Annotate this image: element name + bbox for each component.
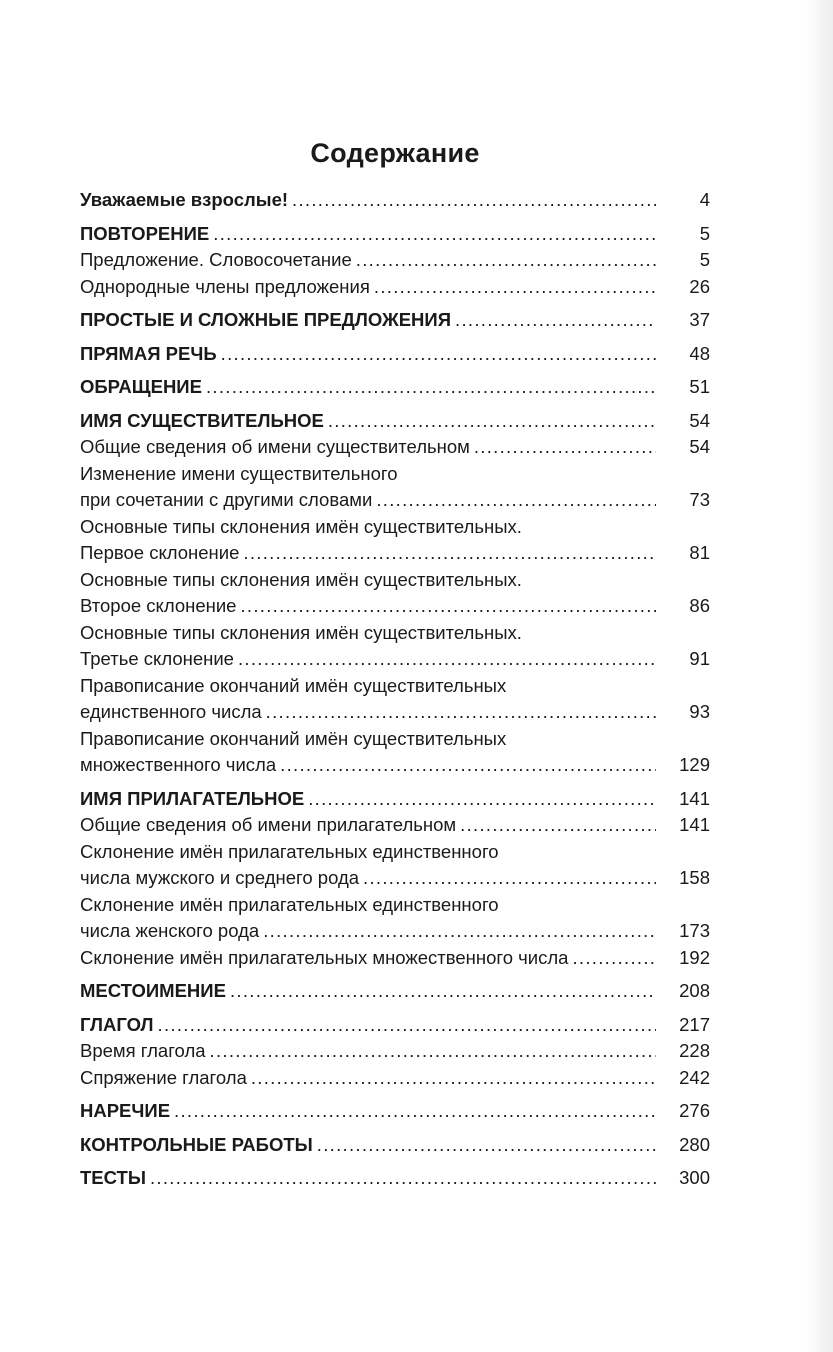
toc-entry-label: Предложение. Словосочетание — [80, 249, 352, 270]
dot-leader — [292, 187, 656, 214]
toc-entry-label: Первое склонение — [80, 542, 240, 563]
table-of-contents — [80, 187, 710, 1192]
toc-section-heading[interactable] — [80, 1165, 710, 1192]
toc-entry-label: числа мужского и среднего рода — [80, 867, 360, 888]
toc-page-number: 51 — [689, 376, 710, 397]
toc-page-number: 48 — [689, 342, 710, 364]
toc-entry-title-line: Основные типы склонения имён существительных. — [80, 621, 522, 643]
dot-leader — [308, 786, 656, 813]
toc-page-number: 192 — [679, 946, 710, 968]
toc-page-number: 276 — [679, 1100, 710, 1121]
toc-entry[interactable] — [80, 247, 710, 274]
toc-entry-row — [80, 1065, 710, 1092]
toc-section-heading[interactable] — [80, 1012, 710, 1039]
toc-entry-row — [80, 274, 710, 301]
toc-entry-row — [80, 1012, 710, 1039]
toc-section-heading[interactable] — [80, 1098, 710, 1125]
toc-entry[interactable] — [80, 620, 710, 673]
toc-entry-label: Уважаемые взрослые! — [80, 189, 289, 210]
dot-leader — [158, 1012, 656, 1039]
dot-leader — [356, 247, 656, 274]
toc-page-number: 4 — [699, 189, 710, 210]
toc-entry-title-line: Основные типы склонения имён существительных. — [80, 568, 522, 590]
toc-section-heading[interactable] — [80, 1132, 710, 1159]
toc-entry-label: ИМЯ СУЩЕСТВИТЕЛЬНОЕ — [80, 409, 324, 431]
toc-page-number: 300 — [679, 1167, 710, 1188]
dot-leader — [251, 1065, 656, 1092]
dot-leader — [455, 307, 656, 334]
toc-entry-label: Время глагола — [80, 1040, 206, 1061]
toc-page-number: 93 — [689, 701, 710, 722]
toc-entry-row — [80, 487, 710, 514]
dot-leader — [263, 918, 656, 945]
toc-entry-row — [80, 187, 710, 214]
toc-page-number: 158 — [679, 867, 710, 888]
toc-entry-label: числа женского рода — [80, 920, 260, 941]
dot-leader — [210, 1038, 656, 1065]
toc-entry-row — [80, 374, 710, 401]
toc-entry-label: Однородные члены предложения — [80, 275, 370, 297]
toc-page-number: 129 — [679, 754, 710, 775]
toc-entry-row — [80, 646, 710, 673]
toc-entry-label: НАРЕЧИЕ — [80, 1100, 171, 1121]
toc-page-number: 54 — [689, 409, 710, 431]
toc-entry-title-line: Изменение имени существительного — [80, 462, 398, 484]
dot-leader — [328, 408, 656, 435]
toc-entry-label: ПРЯМАЯ РЕЧЬ — [80, 342, 217, 364]
toc-page-number: 91 — [689, 648, 710, 669]
toc-entry-label: ТЕСТЫ — [80, 1167, 146, 1188]
toc-entry-row — [80, 1098, 710, 1125]
toc-section-heading[interactable] — [80, 408, 710, 435]
toc-entry-title-line: Правописание окончаний имён существительных — [80, 674, 507, 696]
toc-entry-title-line: Склонение имён прилагательных единственного — [80, 840, 499, 862]
toc-section-heading[interactable] — [80, 307, 710, 334]
toc-section-heading[interactable] — [80, 221, 710, 248]
toc-entry[interactable] — [80, 274, 710, 301]
dot-leader — [266, 699, 656, 726]
toc-entry-row — [80, 408, 710, 435]
dot-leader — [243, 540, 656, 567]
toc-entry-label: при сочетании с другими словами — [80, 489, 373, 510]
toc-entry-label: МЕСТОИМЕНИЕ — [80, 980, 226, 1001]
toc-page-number: 242 — [679, 1066, 710, 1088]
toc-page-number: 280 — [679, 1133, 710, 1155]
toc-entry-row — [80, 1132, 710, 1159]
toc-page-number: 26 — [689, 275, 710, 297]
toc-entry[interactable] — [80, 514, 710, 567]
toc-page-number: 141 — [679, 814, 710, 835]
toc-entry-label: ПОВТОРЕНИЕ — [80, 222, 210, 244]
dot-leader — [474, 434, 656, 461]
toc-entry-label: множественного числа — [80, 754, 277, 775]
toc-entry-label: ПРОСТЫЕ И СЛОЖНЫЕ ПРЕДЛОЖЕНИЯ — [80, 309, 452, 330]
dot-leader — [206, 374, 656, 401]
dot-leader — [238, 646, 656, 673]
toc-section-heading[interactable] — [80, 786, 710, 813]
toc-section-heading[interactable] — [80, 978, 710, 1005]
toc-entry-label: Общие сведения об имени прилагательном — [80, 814, 457, 835]
toc-entry[interactable] — [80, 892, 710, 945]
toc-entry-label: Второе склонение — [80, 595, 237, 616]
toc-page-number: 208 — [679, 980, 710, 1001]
dot-leader — [572, 945, 656, 972]
dot-leader — [213, 221, 656, 248]
toc-entry[interactable] — [80, 945, 710, 972]
toc-page-number: 228 — [679, 1040, 710, 1061]
toc-entry[interactable] — [80, 1065, 710, 1092]
dot-leader — [280, 752, 656, 779]
toc-entry-row — [80, 752, 710, 779]
dot-leader — [363, 865, 656, 892]
toc-section-heading[interactable] — [80, 187, 710, 214]
dot-leader — [150, 1165, 656, 1192]
toc-entry-row — [80, 945, 710, 972]
toc-entry-row — [80, 786, 710, 813]
toc-page-number: 5 — [699, 222, 710, 244]
toc-page-number: 5 — [699, 249, 710, 270]
toc-entry[interactable] — [80, 434, 710, 461]
toc-page-number: 54 — [689, 436, 710, 457]
toc-entry-label: Склонение имён прилагательных множественного числа — [80, 946, 569, 968]
toc-page-number: 73 — [689, 489, 710, 510]
toc-entry[interactable] — [80, 812, 710, 839]
page-edge-shadow — [805, 0, 833, 1352]
toc-entry-row — [80, 341, 710, 368]
toc-page-number: 173 — [679, 920, 710, 941]
toc-entry-title-line: Основные типы склонения имён существительных. — [80, 515, 522, 537]
toc-entry-row — [80, 593, 710, 620]
toc-entry-label: Третье склонение — [80, 648, 234, 669]
toc-entry-label: ГЛАГОЛ — [80, 1013, 154, 1035]
toc-entry[interactable] — [80, 726, 710, 779]
toc-entry-row — [80, 221, 710, 248]
toc-entry-label: Общие сведения об имени существительном — [80, 436, 470, 457]
toc-entry[interactable] — [80, 673, 710, 726]
toc-entry[interactable] — [80, 839, 710, 892]
toc-entry-label: Спряжение глагола — [80, 1066, 247, 1088]
toc-entry-row — [80, 307, 710, 334]
toc-entry-label: КОНТРОЛЬНЫЕ РАБОТЫ — [80, 1133, 313, 1155]
toc-entry[interactable] — [80, 567, 710, 620]
toc-page-number: 141 — [679, 787, 710, 809]
toc-entry-row — [80, 978, 710, 1005]
toc-entry-title-line: Склонение имён прилагательных единственного — [80, 893, 499, 915]
dot-leader — [221, 341, 656, 368]
toc-entry-row — [80, 812, 710, 839]
toc-entry[interactable] — [80, 461, 710, 514]
toc-entry-row — [80, 247, 710, 274]
dot-leader — [230, 978, 656, 1005]
toc-section-heading[interactable] — [80, 374, 710, 401]
toc-entry-label: единственного числа — [80, 701, 262, 722]
toc-entry-title-line: Правописание окончаний имён существительных — [80, 727, 507, 749]
toc-entry-row — [80, 540, 710, 567]
toc-entry-label: ОБРАЩЕНИЕ — [80, 376, 202, 397]
toc-entry-row — [80, 865, 710, 892]
dot-leader — [240, 593, 656, 620]
dot-leader — [174, 1098, 656, 1125]
toc-entry-row — [80, 1165, 710, 1192]
dot-leader — [460, 812, 656, 839]
toc-page-number: 86 — [689, 595, 710, 616]
toc-page-number: 81 — [689, 542, 710, 563]
toc-page-number: 37 — [689, 309, 710, 330]
toc-page-number: 217 — [679, 1013, 710, 1035]
toc-section-heading[interactable] — [80, 341, 710, 368]
dot-leader — [376, 487, 656, 514]
toc-entry-label: ИМЯ ПРИЛАГАТЕЛЬНОЕ — [80, 787, 305, 809]
dot-leader — [374, 274, 656, 301]
toc-entry-row — [80, 434, 710, 461]
toc-entry-row — [80, 1038, 710, 1065]
page-title: Содержание — [310, 138, 480, 169]
toc-entry[interactable] — [80, 1038, 710, 1065]
toc-entry-row — [80, 918, 710, 945]
dot-leader — [317, 1132, 656, 1159]
toc-entry-row — [80, 699, 710, 726]
